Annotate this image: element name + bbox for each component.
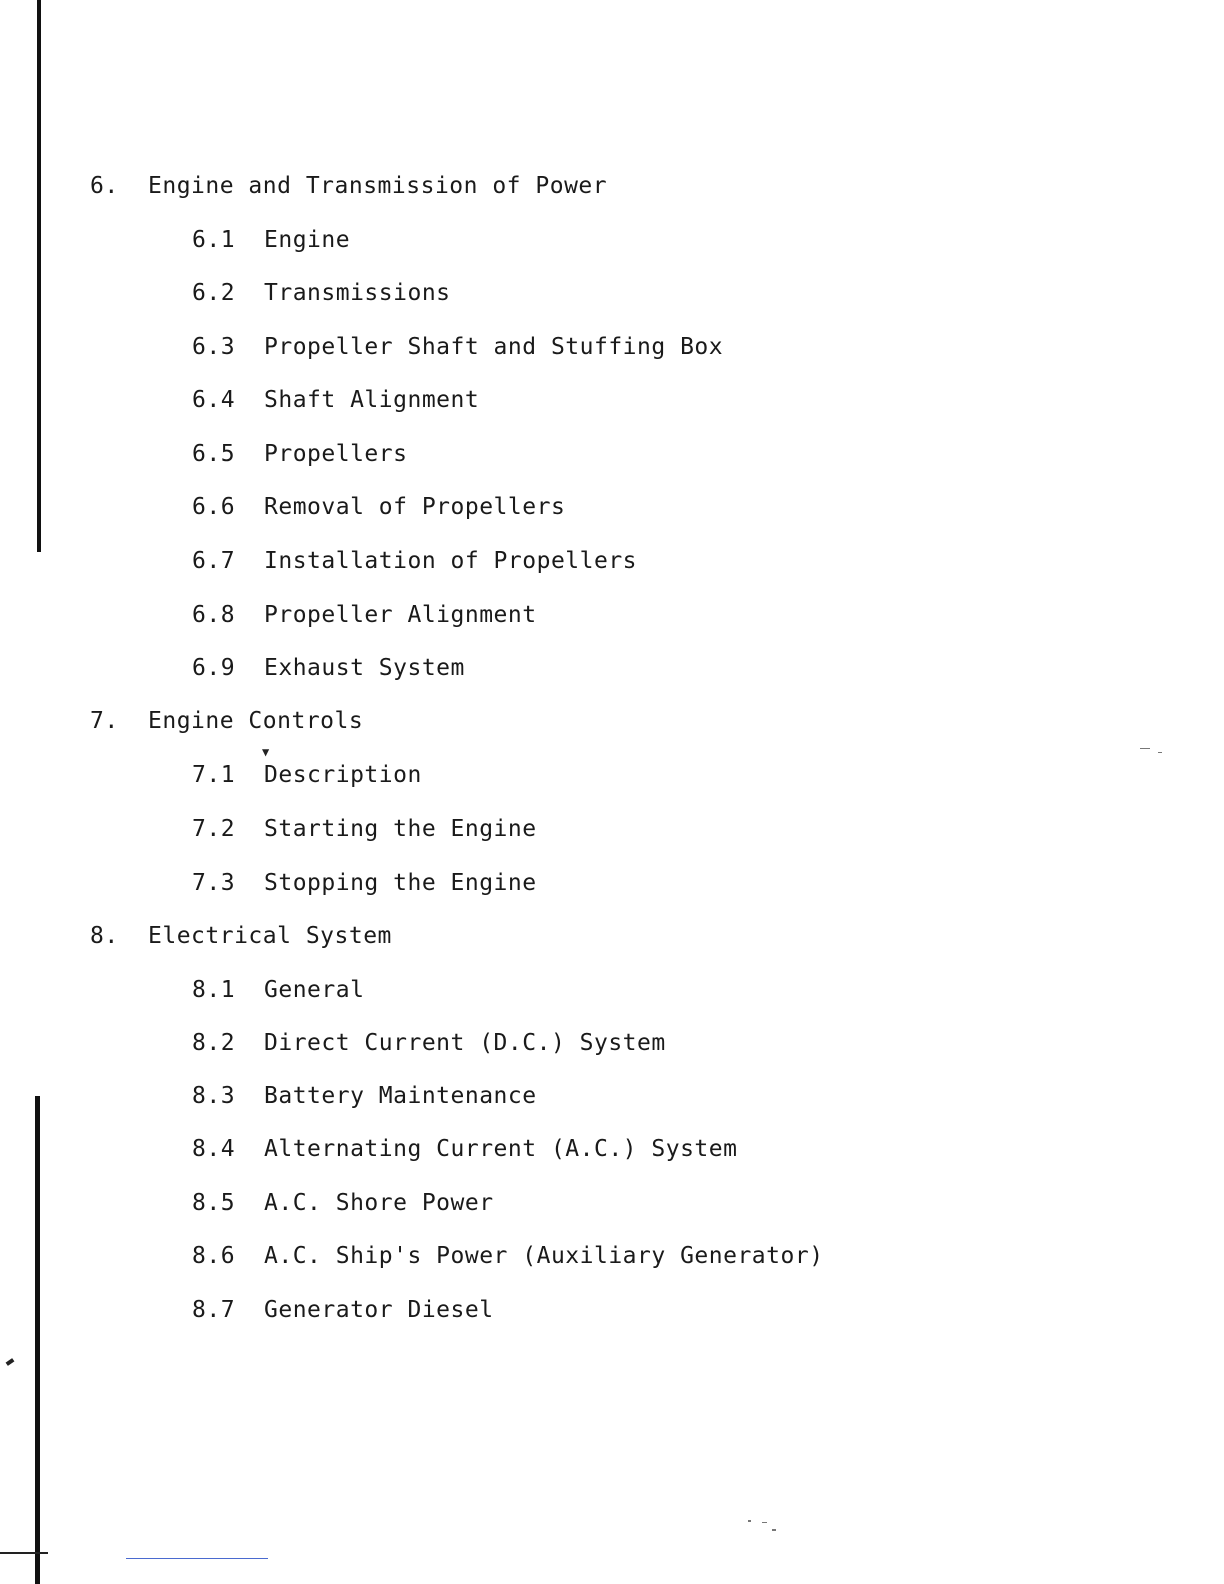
entry-number: 8.4 [192, 1136, 236, 1162]
entry-number: 6.2 [192, 280, 236, 306]
entry-title: Generator Diesel [264, 1297, 494, 1323]
entry-title: Direct Current (D.C.) System [264, 1030, 666, 1056]
toc-entry-7-2 [192, 815, 537, 843]
entry-title: Removal of Propellers [264, 494, 566, 520]
section-title: Electrical System [148, 923, 392, 949]
entry-title: A.C. Ship's Power (Auxiliary Generator) [264, 1243, 824, 1269]
toc-entry-8-2 [192, 1029, 666, 1057]
entry-title: Shaft Alignment [264, 387, 480, 413]
toc-entry-8-1 [192, 976, 364, 1004]
entry-number: 7.1 [192, 762, 236, 788]
toc-entry-6-7 [192, 547, 637, 575]
entry-title: A.C. Shore Power [264, 1190, 494, 1216]
entry-title: Starting the Engine [264, 816, 537, 842]
toc-entry-7-3 [192, 869, 537, 897]
entry-number: 7.2 [192, 816, 236, 842]
entry-number: 6.5 [192, 441, 236, 467]
toc-entry-6-6 [192, 493, 565, 521]
entry-number: 7.3 [192, 870, 236, 896]
entry-title: Exhaust System [264, 655, 465, 681]
section-title: Engine Controls [148, 708, 364, 734]
entry-number: 6.8 [192, 602, 236, 628]
entry-number: 8.1 [192, 977, 236, 1003]
section-title: Engine and Transmission of Power [148, 173, 608, 199]
toc-entry-7-1 [192, 761, 422, 789]
toc-section-6 [90, 172, 607, 200]
section-number: 6. [90, 173, 119, 199]
entry-title: Alternating Current (A.C.) System [264, 1136, 738, 1162]
toc-entry-6-8 [192, 601, 537, 629]
entry-number: 6.1 [192, 227, 236, 253]
entry-title: Installation of Propellers [264, 548, 638, 574]
toc-entry-6-9 [192, 654, 465, 682]
toc-entry-6-2 [192, 279, 451, 307]
entry-title: Battery Maintenance [264, 1083, 537, 1109]
toc-entry-8-7 [192, 1296, 494, 1324]
toc-entry-6-5 [192, 440, 407, 468]
toc-section-7 [90, 707, 363, 735]
entry-number: 6.4 [192, 387, 236, 413]
entry-number: 8.6 [192, 1243, 236, 1269]
entry-number: 8.3 [192, 1083, 236, 1109]
toc-entry-8-5 [192, 1189, 494, 1217]
toc-entry-8-6 [192, 1242, 824, 1270]
entry-title: Propeller Alignment [264, 602, 537, 628]
entry-number: 6.9 [192, 655, 236, 681]
entry-number: 8.7 [192, 1297, 236, 1323]
entry-title: Engine [264, 227, 351, 253]
section-number: 7. [90, 708, 119, 734]
entry-number: 6.3 [192, 334, 236, 360]
entry-title: Propeller Shaft and Stuffing Box [264, 334, 724, 360]
toc-entry-8-3 [192, 1082, 537, 1110]
entry-title: Transmissions [264, 280, 451, 306]
toc-section-8 [90, 922, 392, 950]
toc-entry-6-1 [192, 226, 350, 254]
entry-title: General [264, 977, 365, 1003]
entry-title: Propellers [264, 441, 408, 467]
toc-entry-8-4 [192, 1135, 737, 1163]
stray-arrow-icon: ▼ [262, 745, 270, 759]
entry-number: 8.5 [192, 1190, 236, 1216]
entry-number: 6.6 [192, 494, 236, 520]
section-number: 8. [90, 923, 119, 949]
entry-number: 6.7 [192, 548, 236, 574]
entry-title: Description [264, 762, 422, 788]
toc-entry-6-4 [192, 386, 479, 414]
entry-number: 8.2 [192, 1030, 236, 1056]
entry-title: Stopping the Engine [264, 870, 537, 896]
toc-entry-6-3 [192, 333, 723, 361]
